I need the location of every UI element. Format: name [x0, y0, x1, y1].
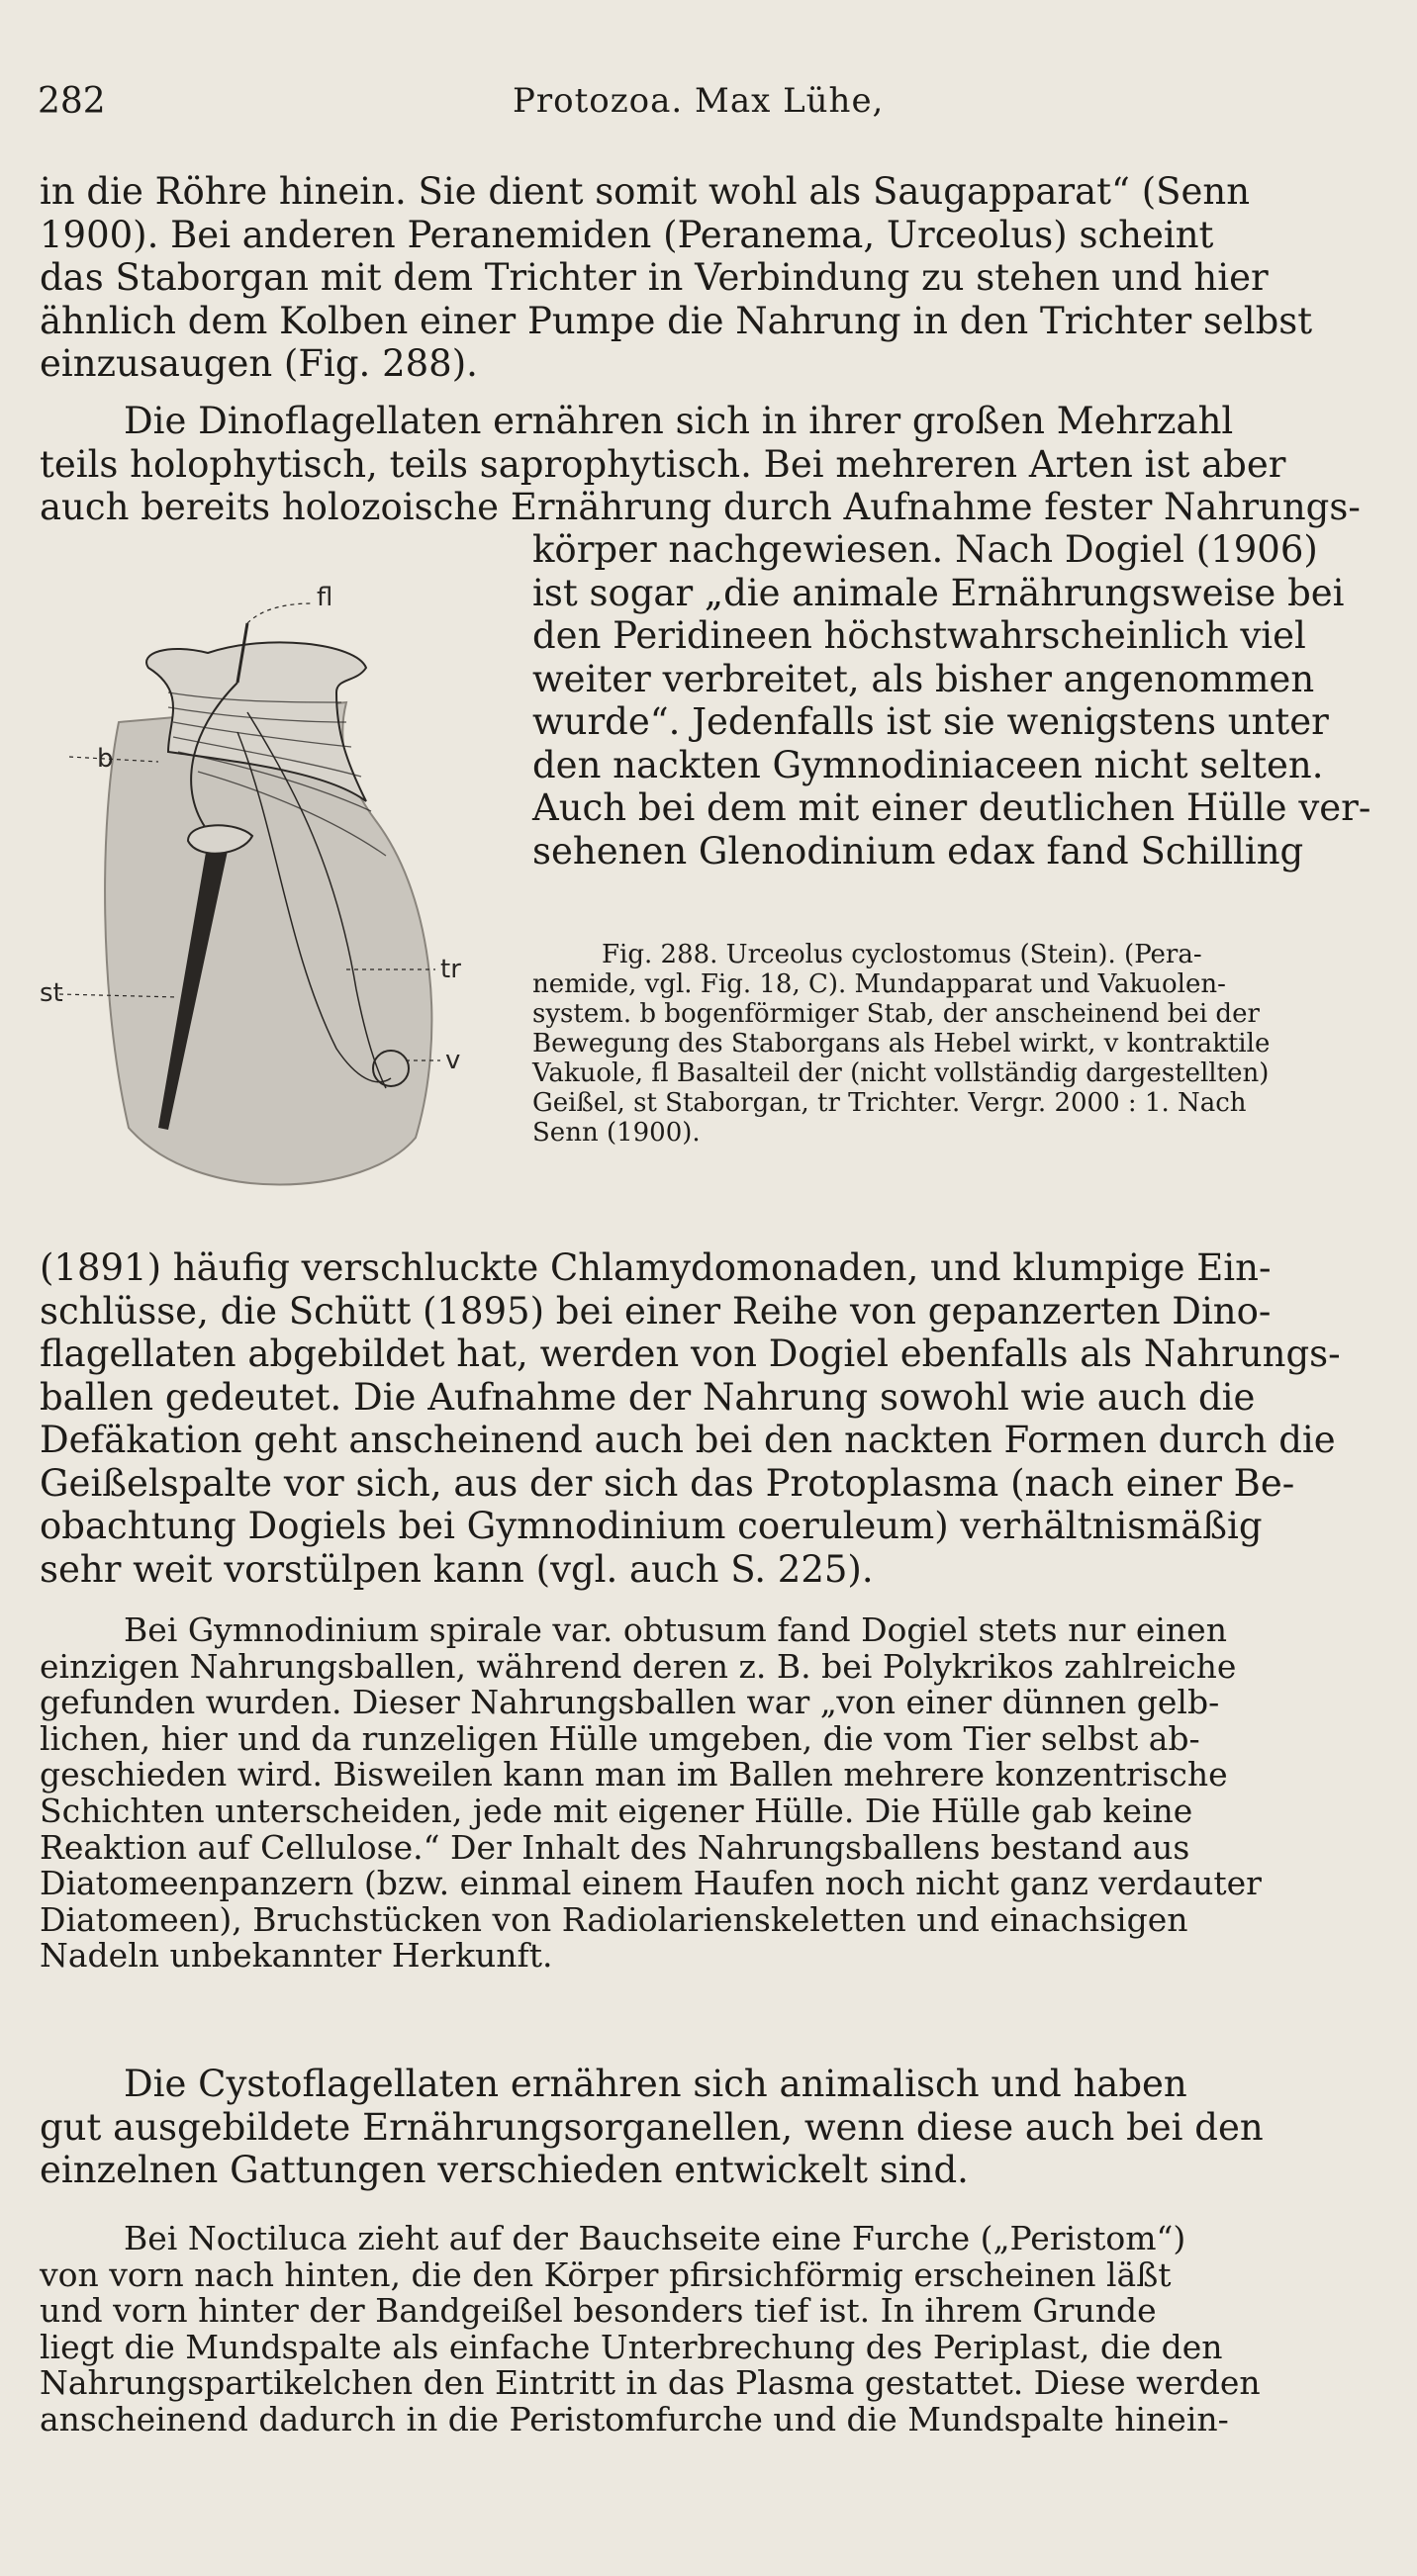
text-line: lichen, hier und da runzeligen Hülle umgeben, die vom Tier selbst ab- — [40, 1718, 1200, 1758]
text-line: sehr weit vorstülpen kann (vgl. auch S. 225). — [40, 1547, 874, 1591]
label-v: v — [445, 1046, 461, 1075]
text-line: auch bereits holozoische Ernährung durch Aufnahme fester Nahrungs- — [40, 486, 1361, 528]
label-tr: tr — [440, 955, 461, 984]
text-line: das Staborgan mit dem Trichter in Verbindung zu stehen und hier — [40, 256, 1269, 299]
text-line: geschieden wird. Bisweilen kann man im Ballen mehrere konzentrische — [40, 1755, 1228, 1794]
text-line: Geißelspalte vor sich, aus der sich das Protoplasma (nach einer Be- — [40, 1461, 1295, 1505]
text-line: Nadeln unbekannter Herkunft. — [40, 1936, 553, 1976]
text-line: von vorn nach hinten, die den Körper pfirsichförmig erscheinen läßt — [40, 2254, 1172, 2294]
text-line: Schichten unterscheiden, jede mit eigener Hülle. Die Hülle gab keine — [40, 1791, 1193, 1830]
paragraph-gymnodinium — [40, 1612, 1383, 1975]
text-line: Die Cystoflagellaten ernähren sich animalisch und haben — [124, 2063, 1187, 2105]
caption-line: Vakuole, fl Basalteil der (nicht vollständig dargestellten) — [532, 1058, 1270, 1088]
label-fl: fl — [317, 583, 333, 612]
text-line: einzigen Nahrungsballen, während deren z. B. bei Polykrikos zahlreiche — [40, 1646, 1237, 1686]
text-line: Diatomeen), Bruchstücken von Radiolarienskeletten und einachsigen — [40, 1899, 1188, 1939]
text-line: Defäkation geht anscheinend auch bei den nackten Formen durch die — [40, 1419, 1336, 1461]
paragraph-noctiluca — [40, 2221, 1383, 2438]
text-line: Bei Noctiluca zieht auf der Bauchseite eine Furche („Peristom“) — [124, 2219, 1186, 2257]
paragraph-cystoflagellaten — [40, 2063, 1383, 2192]
text-line: flagellaten abgebildet hat, werden von Dogiel ebenfalls als Nahrungs- — [40, 1333, 1341, 1375]
paragraph-peranemiden — [40, 170, 1383, 386]
page-header — [38, 81, 1383, 131]
text-line: weiter verbreitet, als bisher angenommen — [532, 657, 1315, 700]
text-line: Reaktion auf Cellulose.“ Der Inhalt des Nahrungsballens bestand aus — [40, 1827, 1190, 1867]
label-st: st — [40, 978, 63, 1008]
paragraph-dinoflagellaten-wrapped — [532, 528, 1383, 873]
text-line: Bei Gymnodinium spirale var. obtusum fand Dogiel stets nur einen — [124, 1610, 1227, 1649]
text-line: den nackten Gymnodiniaceen nicht selten. — [532, 743, 1324, 786]
figure-urceolus — [40, 574, 505, 1207]
text-line: und vorn hinter der Bandgeißel besonders tief ist. In ihrem Grunde — [40, 2291, 1157, 2331]
text-line: einzelnen Gattungen verschieden entwickelt sind. — [40, 2149, 969, 2191]
text-line: sehenen Glenodinium edax fand Schilling — [532, 829, 1304, 873]
text-line: ballen gedeutet. Die Aufnahme der Nahrung sowohl wie auch die — [40, 1375, 1256, 1419]
text-line: Diatomeenpanzern (bzw. einmal einem Haufen noch nicht ganz verdauter — [40, 1864, 1262, 1903]
text-line: liegt die Mundspalte als einfache Unterbrechung des Periplast, die den — [40, 2327, 1223, 2366]
text-line: gefunden wurden. Dieser Nahrungsballen war „von einer dünnen gelb- — [40, 1683, 1220, 1722]
caption-line: Geißel, st Staborgan, tr Trichter. Vergr. 2000 : 1. Nach — [532, 1088, 1247, 1118]
paragraph-nahrungsballen — [40, 1246, 1383, 1591]
text-line: schlüsse, die Schütt (1895) bei einer Reihe von gepanzerten Dino- — [40, 1289, 1272, 1333]
text-line: ähnlich dem Kolben einer Pumpe die Nahrung in den Trichter selbst — [40, 299, 1313, 342]
text-line: in die Röhre hinein. Sie dient somit wohl als Saugapparat“ (Senn — [40, 170, 1251, 213]
label-b: b — [97, 744, 114, 774]
figure-caption — [532, 940, 1383, 1148]
paragraph-dinoflagellaten — [40, 400, 1383, 529]
text-line: wurde“. Jedenfalls ist sie wenigstens unter — [532, 700, 1329, 743]
caption-line: Fig. 288. Urceolus cyclostomus (Stein). (Pera- — [602, 940, 1202, 969]
text-line: gut ausgebildete Ernährungsorganellen, wenn diese auch bei den — [40, 2105, 1264, 2149]
text-line: anscheinend dadurch in die Peristomfurche und die Mundspalte hinein- — [40, 2399, 1229, 2438]
text-line: Die Dinoflagellaten ernähren sich in ihrer großen Mehrzahl — [124, 400, 1234, 442]
urceolus-illustration — [40, 574, 505, 1207]
text-line: Auch bei dem mit einer deutlichen Hülle ver- — [532, 786, 1371, 829]
caption-line: system. b bogenförmiger Stab, der anscheinend bei der — [532, 999, 1260, 1029]
text-line: körper nachgewiesen. Nach Dogiel (1906) — [532, 528, 1318, 571]
caption-line: nemide, vgl. Fig. 18, C). Mundapparat und Vakuolen- — [532, 969, 1226, 999]
text-line: obachtung Dogiels bei Gymnodinium coeruleum) verhältnismäßig — [40, 1505, 1263, 1547]
page-number: 282 — [38, 81, 106, 122]
text-line: Nahrungspartikelchen den Eintritt in das Plasma gestattet. Diese werden — [40, 2363, 1261, 2403]
text-line: (1891) häufig verschluckte Chlamydomonaden, und klumpige Ein- — [40, 1246, 1272, 1289]
text-line: 1900). Bei anderen Peranemiden (Peranema, Urceolus) scheint — [40, 213, 1214, 256]
running-title: Protozoa. Max Lühe, — [513, 81, 885, 121]
caption-line: Bewegung des Staborgans als Hebel wirkt, v kontraktile — [532, 1029, 1271, 1058]
text-line: ist sogar „die animale Ernährungsweise bei — [532, 571, 1345, 614]
text-line: einzusaugen (Fig. 288). — [40, 342, 478, 385]
text-line: teils holophytisch, teils saprophytisch. Bei mehreren Arten ist aber — [40, 442, 1286, 486]
caption-line: Senn (1900). — [532, 1118, 701, 1148]
text-line: den Peridineen höchstwahrscheinlich viel — [532, 614, 1306, 657]
